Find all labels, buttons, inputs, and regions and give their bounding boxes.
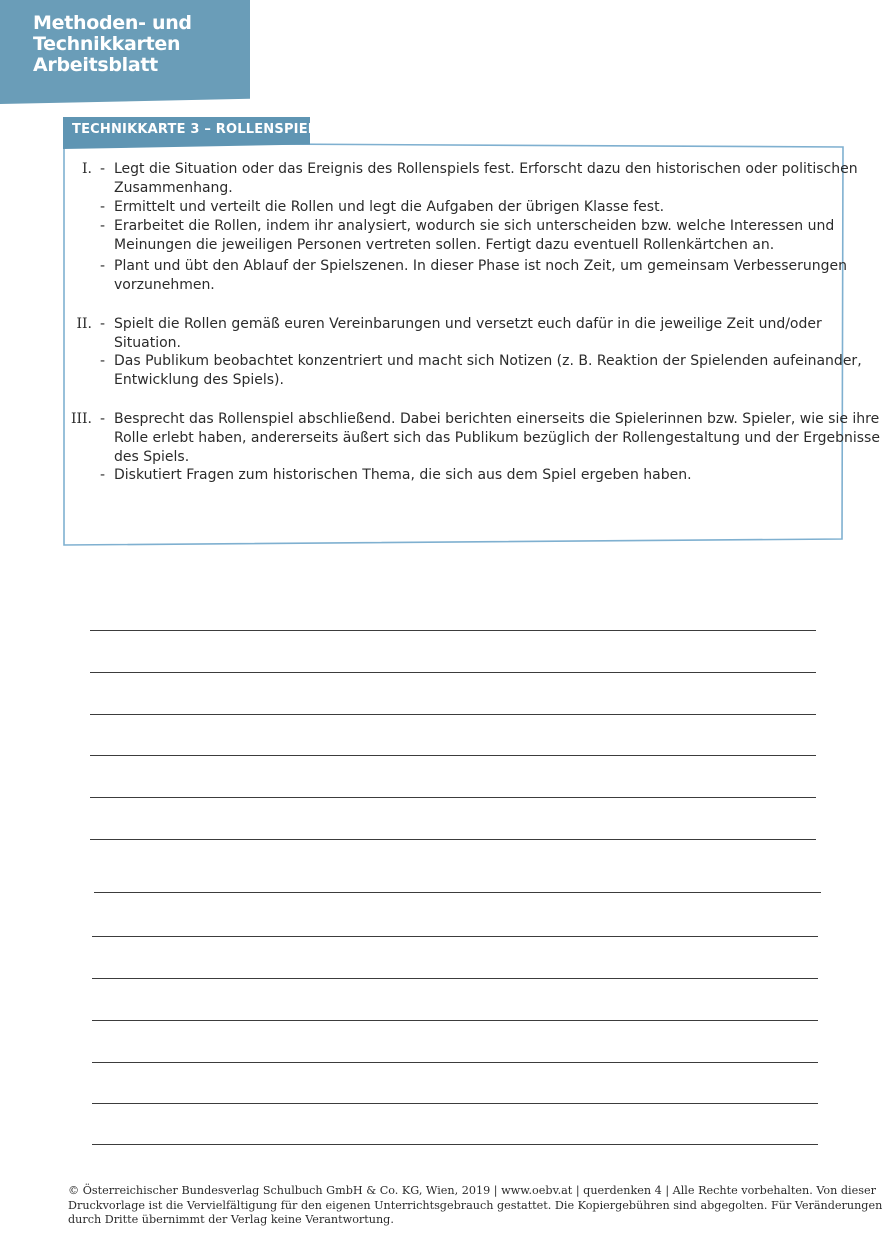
- answer-line[interactable]: [90, 672, 816, 673]
- answer-line[interactable]: [90, 630, 816, 631]
- item-line: des Spiels.: [114, 449, 190, 465]
- answer-line[interactable]: [92, 936, 818, 937]
- item-line: Erarbeitet die Rollen, indem ihr analysiert, wodurch sie sich unterscheiden bzw. welche Interessen und: [114, 218, 835, 234]
- item-line: Ermittelt und verteilt die Rollen und legt die Aufgaben der übrigen Klasse fest.: [114, 199, 665, 215]
- answer-line[interactable]: [92, 1062, 818, 1063]
- copyright-notice: [68, 1184, 883, 1228]
- item-line: Das Publikum beobachtet konzentriert und macht sich Notizen (z. B. Reaktion der Spielenden aufeinander,: [114, 353, 862, 369]
- item-line: Meinungen die jeweiligen Personen vertreten sollen. Fertigt dazu eventuell Rollenkärtchen an.: [114, 237, 775, 253]
- section-numeral: I.: [82, 161, 92, 177]
- answer-line[interactable]: [92, 1103, 818, 1104]
- item-line: Situation.: [114, 335, 181, 351]
- title-line: Technikkarten: [33, 33, 181, 55]
- item-line: Zusammenhang.: [114, 180, 233, 196]
- answer-line[interactable]: [92, 978, 818, 979]
- section-numeral: III.: [70, 411, 92, 427]
- copyright-line: durch Dritte übernimmt der Verlag keine Verantwortung.: [68, 1213, 394, 1226]
- answer-line[interactable]: [92, 1144, 818, 1145]
- item-line: Spielt die Rollen gemäß euren Vereinbarungen und versetzt euch dafür in die jeweilige Zeit und/oder: [114, 316, 822, 332]
- answer-line[interactable]: [90, 839, 816, 840]
- item-line: Diskutiert Fragen zum historischen Thema, die sich aus dem Spiel ergeben haben.: [114, 467, 692, 483]
- title-line: Methoden- und: [33, 12, 192, 34]
- copyright-line: © Österreichischer Bundesverlag Schulbuch GmbH & Co. KG, Wien, 2019 | www.oebv.at | querdenken 4 | Alle Rechte vorbehalten. Von dieser: [68, 1184, 876, 1197]
- item-line: vorzunehmen.: [114, 277, 215, 293]
- answer-line[interactable]: [90, 755, 816, 756]
- item-line: Rolle erlebt haben, andererseits äußert sich das Publikum bezüglich der Rollengestaltung und der Ergebnisse: [114, 430, 880, 446]
- answer-line[interactable]: [94, 892, 821, 893]
- item-line: Besprecht das Rollenspiel abschließend. Dabei berichten einerseits die Spielerinnen bzw. Spieler, wie sie ihre: [114, 411, 880, 427]
- item-line: Legt die Situation oder das Ereignis des Rollenspiels fest. Erforscht dazu den historischen oder politischen: [114, 161, 858, 177]
- item-line: Entwicklung des Spiels).: [114, 372, 284, 388]
- answer-line[interactable]: [92, 1020, 818, 1021]
- card-label: TECHNIKKARTE 3 – ROLLENSPIEL: [72, 122, 317, 137]
- section-numeral: II.: [76, 316, 92, 332]
- worksheet-title: [33, 13, 192, 76]
- answer-line[interactable]: [90, 714, 816, 715]
- copyright-line: Druckvorlage ist die Vervielfältigung für den eigenen Unterrichtsgebrauch gestattet. Die Kopiergebühren sind abgegolten. Für Veränderungen: [68, 1198, 883, 1212]
- item-line: Plant und übt den Ablauf der Spielszenen. In dieser Phase ist noch Zeit, um gemeinsam Verbesserungen: [114, 258, 848, 274]
- title-line: Arbeitsblatt: [33, 54, 158, 76]
- answer-line[interactable]: [90, 797, 816, 798]
